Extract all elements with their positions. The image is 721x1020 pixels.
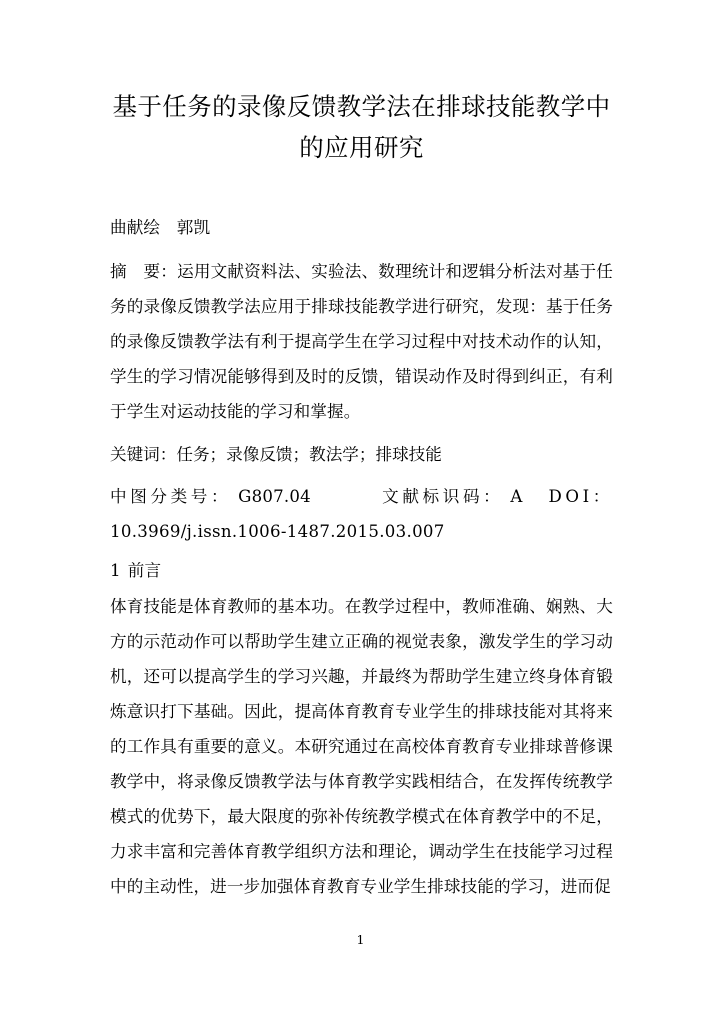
page-content bbox=[110, 0, 613, 904]
page-title: 基于任务的录像反馈教学法在排球技能教学中的应用研究 bbox=[112, 92, 611, 162]
classification-number-value: G807.04 bbox=[238, 487, 311, 506]
doi-label: DOI： bbox=[548, 487, 613, 506]
section-heading bbox=[110, 554, 613, 587]
abstract-paragraph: 摘 要：运用文献资料法、实验法、数理统计和逻辑分析法对基于任务的录像反馈教学法应用于排球技能教学进行研究，发现：基于任务的录像反馈教学法有利于提高学生在学习过程中对技术动作的认知，学生的学习情况能够得到及时的反馈，错误动作及时得到纠正，有利于学生对运动技能的学习和掌握。 bbox=[110, 262, 613, 421]
section-title: 前言 bbox=[127, 561, 162, 580]
classification-row bbox=[110, 479, 613, 514]
author-line: 曲献绘 郭凯 bbox=[110, 218, 211, 237]
body-paragraph: 体育技能是体育教师的基本功。在教学过程中，教师准确、娴熟、大方的示范动作可以帮助学生建立正确的视觉表象，激发学生的学习动机，还可以提高学生的学习兴趣，并最终为帮助学生建立终身体育锻炼意识打下基础。因此，提高体育教育专业学生的排球技能对其将来的工作具有重要的意义。本研究通过在高校体育教育专业排球普修课教学中，将录像反馈教学法与体育教学实践相结合，在发挥传统教学模式的优势下，最大限度的弥补传统教学模式在体育教学中的不足，力求丰富和完善体育教学组织方法和理论，调动学生在技能学习过程中的主动性，进一步加强体育教育专业学生排球技能的学习，进而促 bbox=[110, 597, 613, 896]
keywords-line: 关键词：任务；录像反馈；教法学；排球技能 bbox=[110, 445, 442, 464]
classification-number-label: 中图分类号： bbox=[110, 487, 232, 506]
document-code-label: 文献标识码： bbox=[382, 487, 504, 506]
doi-value: 10.3969/j.issn.1006-1487.2015.03.007 bbox=[110, 522, 445, 541]
page-number: 1 bbox=[356, 932, 365, 947]
section-number: 1 bbox=[110, 561, 121, 580]
document-code-value: A bbox=[510, 487, 523, 506]
